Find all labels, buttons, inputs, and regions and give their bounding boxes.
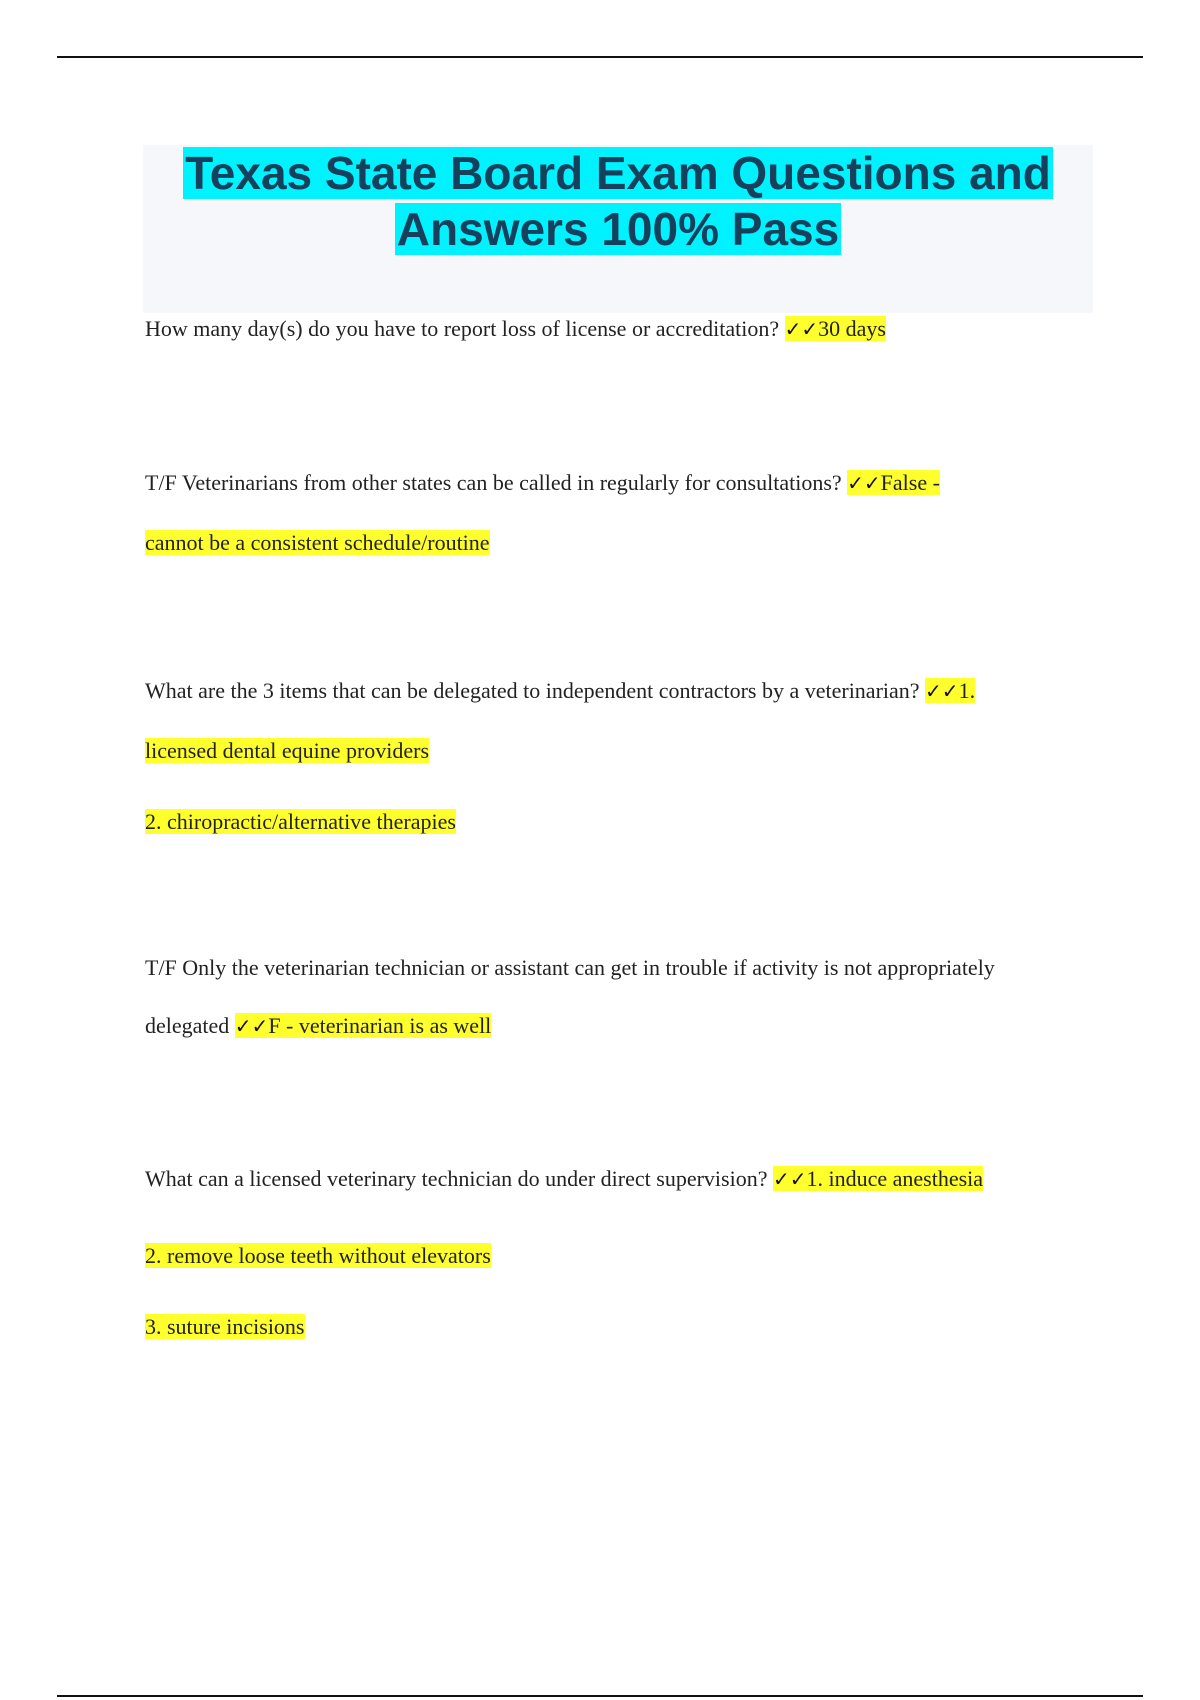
answer-3-text-1: 1. bbox=[958, 678, 976, 703]
answer-2-text-2: cannot be a consistent schedule/routine bbox=[145, 530, 490, 555]
answer-3-text-3: 2. chiropractic/alternative therapies bbox=[145, 809, 456, 834]
question-4-text-1: T/F Only the veterinarian technician or assistant can get in trouble if activity is not appropriately bbox=[145, 955, 995, 980]
document-title-line-1: Texas State Board Exam Questions and bbox=[185, 147, 1051, 199]
answer-4-text: F - veterinarian is as well bbox=[268, 1013, 492, 1038]
question-2-text: T/F Veterinarians from other states can be called in regularly for consultations? bbox=[145, 470, 848, 495]
answer-5-text-2: 2. remove loose teeth without elevators bbox=[145, 1243, 491, 1268]
answer-2-line-2 bbox=[145, 528, 490, 558]
question-4-line-2 bbox=[145, 1011, 491, 1041]
question-1 bbox=[145, 314, 886, 344]
question-2 bbox=[145, 468, 940, 498]
question-4-text-2: delegated bbox=[145, 1013, 235, 1038]
answer-4 bbox=[235, 1013, 492, 1038]
answer-1-text: 30 days bbox=[818, 316, 886, 341]
answer-5-text-1: 1. induce anesthesia bbox=[806, 1166, 984, 1191]
answer-3-line-2 bbox=[145, 736, 429, 766]
answer-1 bbox=[785, 316, 886, 341]
answer-5-line-1 bbox=[773, 1166, 983, 1191]
header-rule bbox=[57, 56, 1143, 58]
answer-3-text-2: licensed dental equine providers bbox=[145, 738, 430, 763]
double-check-icon: ✓✓ bbox=[234, 1014, 269, 1038]
question-3-text: What are the 3 items that can be delegated to independent contractors by a veterinarian? bbox=[145, 678, 926, 703]
double-check-icon: ✓✓ bbox=[784, 317, 819, 341]
document-title-line-2: Answers 100% Pass bbox=[396, 203, 840, 255]
question-1-text: How many day(s) do you have to report loss of license or accreditation? bbox=[145, 316, 785, 341]
answer-5-text-3: 3. suture incisions bbox=[145, 1314, 305, 1339]
answer-5-line-3 bbox=[145, 1312, 305, 1342]
answer-3-line-1 bbox=[925, 678, 975, 703]
double-check-icon: ✓✓ bbox=[772, 1167, 807, 1191]
answer-2-text-1: False - bbox=[880, 470, 940, 495]
answer-2-line-1 bbox=[847, 470, 940, 495]
document-title bbox=[143, 145, 1093, 257]
question-3 bbox=[145, 676, 975, 706]
answer-5-line-2 bbox=[145, 1241, 491, 1271]
answer-3-line-3 bbox=[145, 807, 456, 837]
double-check-icon: ✓✓ bbox=[847, 471, 881, 495]
question-5 bbox=[145, 1164, 983, 1194]
question-4-line-1 bbox=[145, 953, 995, 983]
double-check-icon: ✓✓ bbox=[925, 679, 959, 703]
question-5-text: What can a licensed veterinary technician do under direct supervision? bbox=[145, 1166, 773, 1191]
footer-rule bbox=[57, 1695, 1143, 1697]
